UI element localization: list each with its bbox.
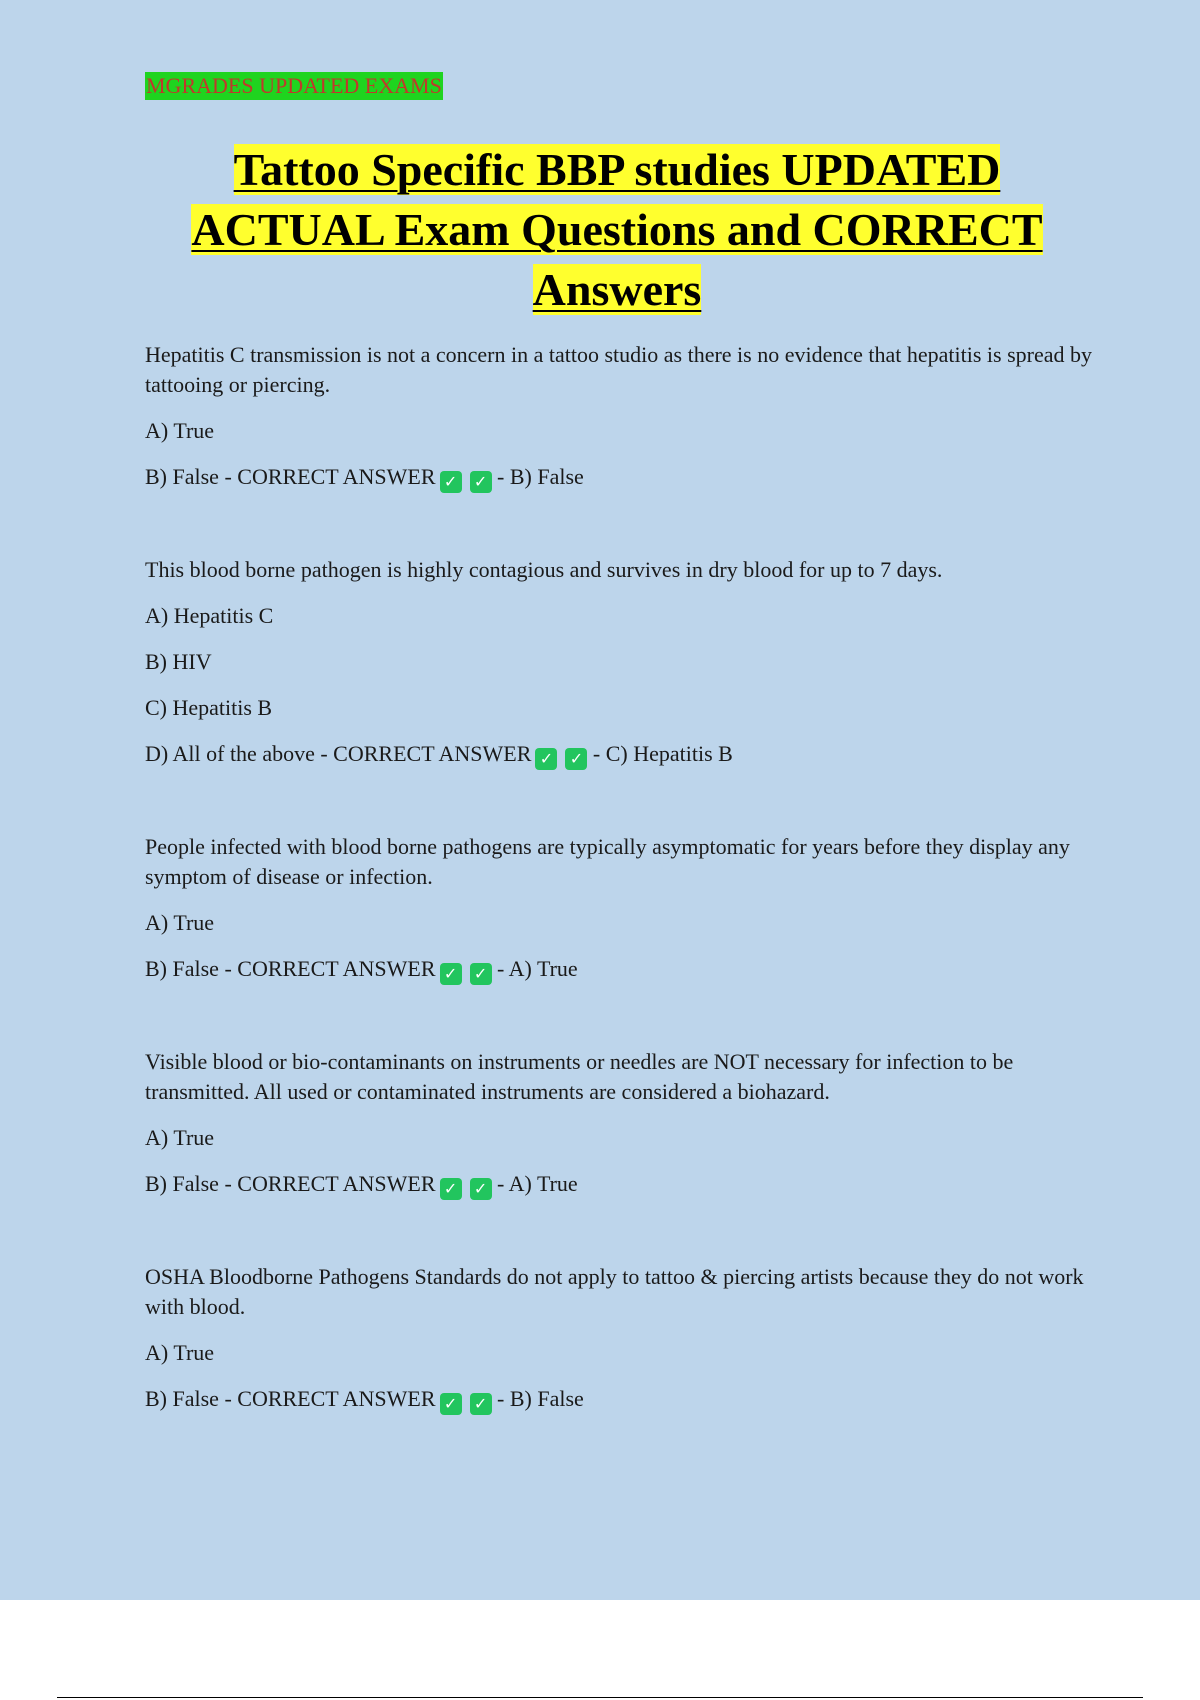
answer-option: C) Hepatitis B bbox=[145, 695, 273, 720]
question-stem: OSHA Bloodborne Pathogens Standards do not apply to tattoo & piercing artists because they do not work with blood. bbox=[145, 1264, 1084, 1319]
answer-line bbox=[145, 1384, 1095, 1415]
question-list bbox=[145, 340, 1095, 1477]
correct-answer-value: - A) True bbox=[497, 956, 578, 981]
question-stem: People infected with blood borne pathogens are typically asymptomatic for years before they display any symptom of disease or infection. bbox=[145, 834, 1070, 889]
check-mark-icon: ✓ bbox=[440, 1178, 462, 1200]
last-option-label: D) All of the above - bbox=[145, 741, 334, 766]
check-mark-icon: ✓ bbox=[470, 963, 492, 985]
question-block bbox=[145, 1262, 1095, 1415]
correct-answer-value: - B) False bbox=[497, 1386, 584, 1411]
correct-answer-value: - C) Hepatitis B bbox=[592, 741, 733, 766]
correct-answer-value: - B) False bbox=[497, 464, 584, 489]
answer-line bbox=[145, 954, 1095, 985]
check-mark-icon: ✓ bbox=[470, 471, 492, 493]
correct-answer-label: CORRECT ANSWER bbox=[237, 1171, 436, 1196]
question-stem: Hepatitis C transmission is not a concern in a tattoo studio as there is no evidence that hepatitis is spread by tattooing or piercing. bbox=[145, 342, 1093, 397]
check-mark-icon: ✓ bbox=[470, 1393, 492, 1415]
correct-answer-label: CORRECT ANSWER bbox=[333, 741, 532, 766]
answer-option: A) True bbox=[145, 418, 215, 443]
last-option-label: B) False - bbox=[145, 956, 238, 981]
answer-line bbox=[145, 462, 1095, 493]
answer-option: A) True bbox=[145, 1125, 215, 1150]
question-block bbox=[145, 555, 1095, 770]
answer-option: A) True bbox=[145, 1340, 215, 1365]
check-mark-icon: ✓ bbox=[440, 1393, 462, 1415]
check-mark-icon: ✓ bbox=[440, 963, 462, 985]
last-option-label: B) False - bbox=[145, 1171, 238, 1196]
footer-divider bbox=[57, 1697, 1143, 1698]
question-block bbox=[145, 1047, 1095, 1200]
question-block bbox=[145, 832, 1095, 985]
correct-answer-label: CORRECT ANSWER bbox=[237, 464, 436, 489]
check-mark-icon: ✓ bbox=[470, 1178, 492, 1200]
answer-option: A) True bbox=[145, 910, 215, 935]
question-block bbox=[145, 340, 1095, 493]
check-mark-icon: ✓ bbox=[535, 748, 557, 770]
correct-answer-value: - A) True bbox=[497, 1171, 578, 1196]
page-title bbox=[110, 140, 1124, 320]
check-mark-icon: ✓ bbox=[440, 471, 462, 493]
title-line-2: ACTUAL Exam Questions and CORRECT bbox=[191, 204, 1043, 255]
answer-line bbox=[145, 1169, 1095, 1200]
check-mark-icon: ✓ bbox=[565, 748, 587, 770]
question-stem: Visible blood or bio-contaminants on instruments or needles are NOT necessary for infection to be transmitted. All used or contaminated instruments are considered a biohazard. bbox=[145, 1049, 1014, 1104]
answer-line bbox=[145, 739, 1095, 770]
correct-answer-label: CORRECT ANSWER bbox=[237, 1386, 436, 1411]
correct-answer-label: CORRECT ANSWER bbox=[237, 956, 436, 981]
last-option-label: B) False - bbox=[145, 464, 238, 489]
title-line-1: Tattoo Specific BBP studies UPDATED bbox=[233, 144, 1001, 195]
watermark-label: MGRADES UPDATED EXAMS bbox=[146, 73, 442, 98]
question-stem: This blood borne pathogen is highly contagious and survives in dry blood for up to 7 days. bbox=[145, 557, 943, 582]
answer-option: A) Hepatitis C bbox=[145, 603, 274, 628]
last-option-label: B) False - bbox=[145, 1386, 238, 1411]
title-line-3: Answers bbox=[532, 264, 702, 315]
answer-option: B) HIV bbox=[145, 649, 212, 674]
